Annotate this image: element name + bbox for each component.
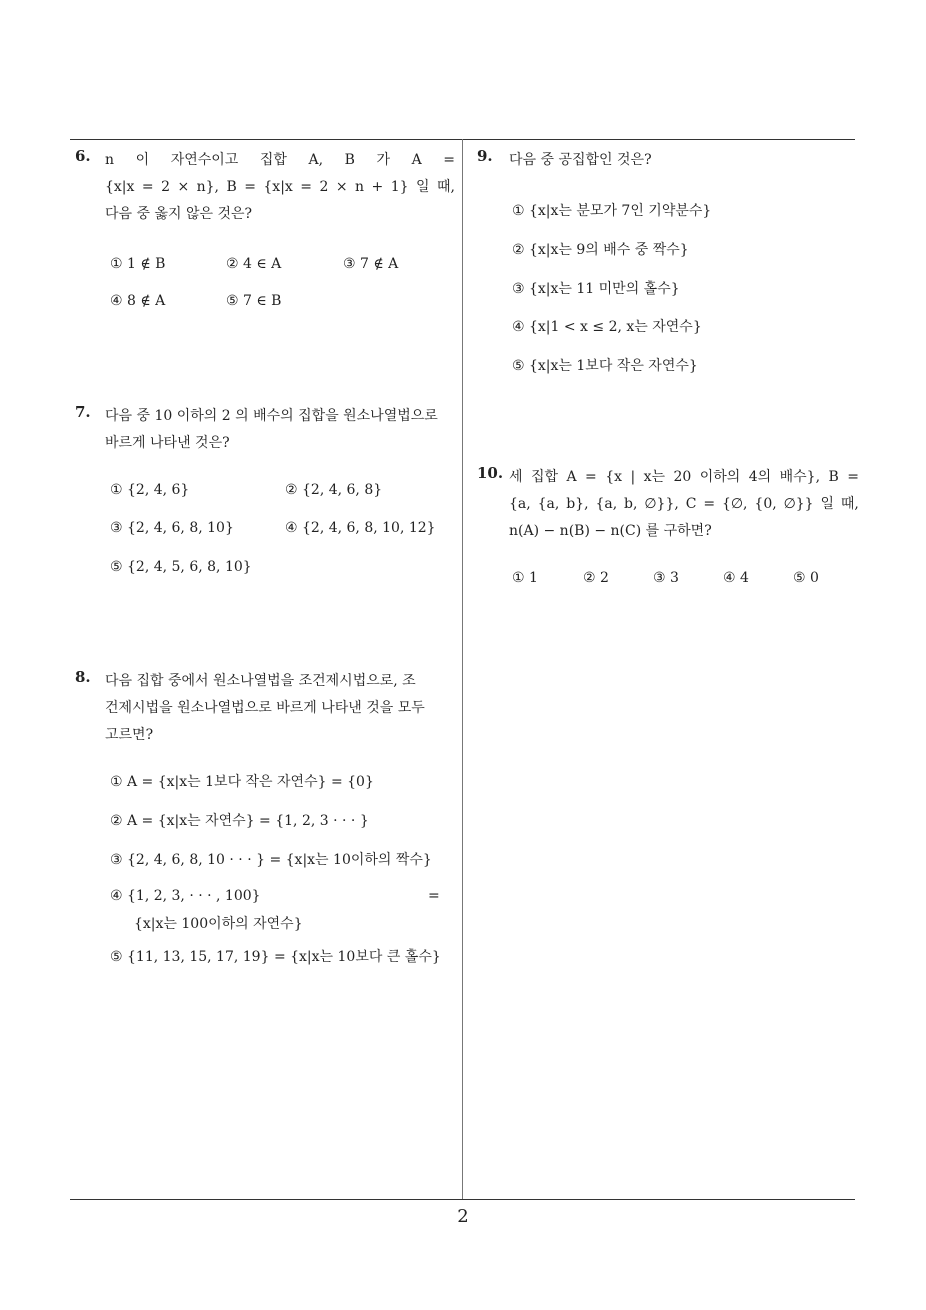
question-line: 다음 중 옳지 않은 것은? — [105, 206, 253, 222]
option-4[interactable]: ④ {1, 2, 3, · · · , 100} — [110, 888, 261, 904]
question-line — [509, 491, 859, 518]
question-line: 다음 중 공집합인 것은? — [509, 152, 652, 168]
option-2[interactable]: ② {x|x는 9의 배수 중 짝수} — [512, 242, 689, 258]
word: C — [685, 496, 697, 512]
word: | — [630, 469, 636, 485]
question-line: n(A) − n(B) − n(C) 를 구하면? — [509, 523, 712, 539]
word: × — [177, 179, 190, 195]
word: {x|x — [105, 179, 135, 195]
question-text — [509, 147, 857, 174]
question-text — [509, 464, 859, 545]
word: n — [355, 179, 365, 195]
option-3[interactable]: ③ {2, 4, 6, 8, 10} — [110, 520, 234, 536]
column-divider — [462, 139, 463, 1200]
option-1[interactable]: ① {x|x는 분모가 7인 기약분수} — [512, 203, 712, 219]
word: {a, — [595, 496, 618, 512]
word: = — [300, 179, 312, 195]
option-4[interactable]: ④ 4 — [723, 570, 749, 586]
question-line: 고르면? — [105, 727, 154, 743]
question-number: 10. — [477, 464, 504, 482]
option-3[interactable]: ③ {x|x는 11 미만의 홀수} — [512, 281, 680, 297]
option-3[interactable]: ③ 7 ∉ A — [343, 256, 399, 272]
word: 때, — [840, 496, 859, 512]
option-5[interactable]: ⑤ {11, 13, 15, 17, 19} = {x|x는 10보다 큰 홀수} — [110, 949, 441, 965]
word: 배수}, — [779, 469, 821, 485]
question-line — [509, 464, 859, 491]
word: 이하의 — [699, 469, 741, 485]
option-4-continuation: {x|x는 100이하의 자연수} — [134, 916, 303, 932]
word: B — [828, 469, 839, 485]
question-line — [105, 147, 455, 174]
word: 집합 — [259, 152, 287, 168]
word: 2 — [161, 179, 170, 195]
word: = — [244, 179, 256, 195]
option-3[interactable]: ③ {2, 4, 6, 8, 10 · · · } = {x|x는 10이하의 짝수} — [110, 852, 432, 868]
word: = — [703, 496, 716, 512]
word: + — [371, 179, 384, 195]
option-1[interactable]: ① A = {x|x는 1보다 작은 자연수} = {0} — [110, 774, 374, 790]
option-5[interactable]: ⑤ {2, 4, 5, 6, 8, 10} — [110, 559, 252, 575]
word: x는 — [643, 469, 666, 485]
question-line — [105, 174, 455, 201]
word: A, — [308, 152, 324, 168]
word: = — [443, 152, 455, 168]
word: 이 — [135, 152, 150, 168]
word: 집합 — [530, 469, 559, 485]
word: 자연수이고 — [170, 152, 239, 168]
word: {0, — [754, 496, 777, 512]
question-text — [105, 668, 455, 749]
option-4[interactable]: ④ {2, 4, 6, 8, 10, 12} — [285, 520, 436, 536]
option-1[interactable]: ① 1 ∉ B — [110, 256, 166, 272]
word: {a, — [537, 496, 560, 512]
option-2[interactable]: ② {2, 4, 6, 8} — [285, 482, 383, 498]
word: = — [585, 469, 597, 485]
word: b, — [624, 496, 638, 512]
word: A — [411, 152, 422, 168]
question-line: 바르게 나타낸 것은? — [105, 435, 230, 451]
question-number: 8. — [75, 668, 91, 686]
bottom-rule — [70, 1199, 855, 1200]
word: {x|x — [263, 179, 293, 195]
word: {x — [605, 469, 623, 485]
word: 가 — [376, 152, 391, 168]
word: {∅, — [721, 496, 748, 512]
word: = — [141, 179, 154, 195]
word: 일 — [820, 496, 834, 512]
option-5[interactable]: ⑤ 0 — [793, 570, 819, 586]
word: B — [226, 179, 237, 195]
word: 세 — [509, 469, 523, 485]
question-text — [105, 147, 455, 228]
question-line: 건제시법을 원소나열법으로 바르게 나타낸 것을 모두 — [105, 700, 425, 716]
word: 4의 — [748, 469, 772, 485]
option-5[interactable]: ⑤ 7 ∈ B — [226, 293, 282, 309]
word: n}, — [196, 179, 219, 195]
option-3[interactable]: ③ 3 — [653, 570, 679, 586]
word: 때, — [436, 179, 455, 195]
option-4[interactable]: ④ {x|1 < x ≤ 2, x는 자연수} — [512, 319, 702, 335]
option-2[interactable]: ② 4 ∈ A — [226, 256, 282, 272]
option-1[interactable]: ① 1 — [512, 570, 538, 586]
option-4-equals: = — [428, 888, 440, 904]
word: × — [335, 179, 348, 195]
word: ∅}}, — [644, 496, 679, 512]
question-number: 6. — [75, 147, 91, 165]
word: A — [566, 469, 577, 485]
page-number: 2 — [457, 1206, 469, 1227]
option-2[interactable]: ② 2 — [583, 570, 609, 586]
question-number: 9. — [477, 147, 493, 165]
option-1[interactable]: ① {2, 4, 6} — [110, 482, 190, 498]
question-line: 다음 집합 중에서 원소나열법을 조건제시법으로, 조 — [105, 673, 416, 689]
question-line: 다음 중 10 이하의 2 의 배수의 집합을 원소나열법으로 — [105, 408, 438, 424]
question-text — [105, 403, 455, 457]
word: ∅}} — [783, 496, 814, 512]
word: 2 — [319, 179, 329, 195]
word: 20 — [673, 469, 692, 485]
word: 일 — [415, 179, 430, 195]
word: B — [344, 152, 355, 168]
question-number: 7. — [75, 403, 91, 421]
word: b}, — [566, 496, 589, 512]
word: n — [105, 152, 115, 168]
word: 1} — [390, 179, 409, 195]
option-5[interactable]: ⑤ {x|x는 1보다 작은 자연수} — [512, 358, 698, 374]
word: = — [847, 469, 859, 485]
option-4[interactable]: ④ 8 ∉ A — [110, 293, 166, 309]
word: {a, — [509, 496, 531, 512]
option-2[interactable]: ② A = {x|x는 자연수} = {1, 2, 3 · · · } — [110, 813, 369, 829]
